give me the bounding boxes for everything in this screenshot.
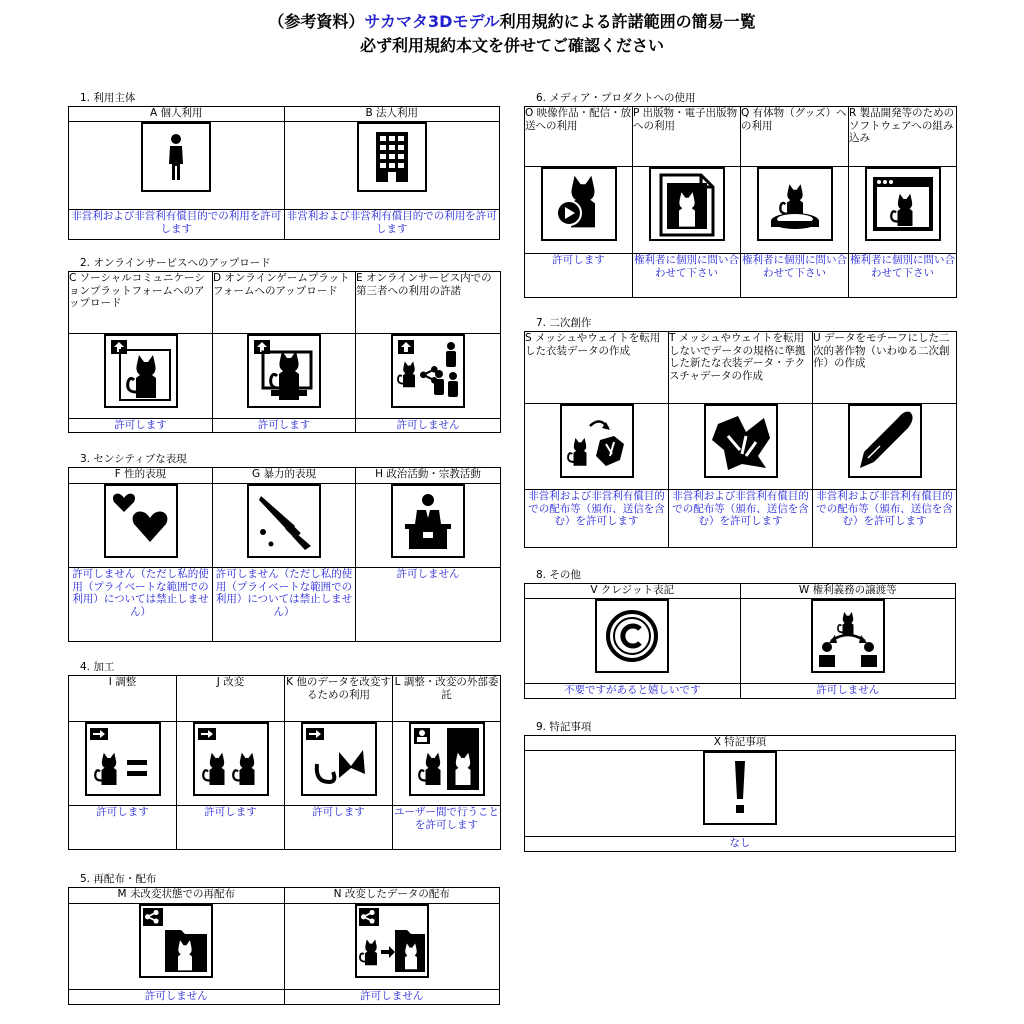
item-head-f: F 性的表現 bbox=[69, 468, 213, 484]
item-head-d: D オンラインゲームプラットフォームへのアップロード bbox=[213, 272, 356, 334]
permission-text: 許可しません bbox=[284, 990, 500, 1005]
item-icon-cell bbox=[633, 167, 741, 254]
section-title: 2. オンラインサービスへのアップロード bbox=[80, 257, 271, 269]
section-usage-subject bbox=[68, 91, 500, 240]
redistribute-icon bbox=[139, 904, 213, 978]
item-head-v: V クレジット表記 bbox=[525, 584, 741, 599]
person-icon bbox=[141, 122, 211, 192]
section-derivative-work bbox=[524, 316, 956, 548]
permission-text: 許可します bbox=[285, 806, 393, 850]
item-icon-cell bbox=[213, 334, 356, 419]
permission-text: 許可します bbox=[177, 806, 285, 850]
building-icon bbox=[357, 122, 427, 192]
knife-icon bbox=[247, 484, 321, 558]
item-icon-cell bbox=[213, 484, 356, 568]
item-icon-cell bbox=[284, 122, 500, 210]
item-icon-cell bbox=[284, 904, 500, 990]
permission-text: 許可します bbox=[69, 419, 213, 433]
item-icon-cell bbox=[69, 484, 213, 568]
section-sensitive-expression bbox=[68, 452, 500, 642]
item-head-e: E オンラインサービス内での第三者への利用の許諾 bbox=[356, 272, 501, 334]
item-head-i: I 調整 bbox=[69, 676, 177, 722]
item-head-r: R 製品開発等のためのソフトウェアへの組み込み bbox=[849, 107, 957, 167]
outsource-icon bbox=[409, 722, 485, 796]
permission-table bbox=[68, 106, 500, 240]
modify-other-icon bbox=[301, 722, 377, 796]
section-processing bbox=[68, 660, 500, 850]
pen-icon bbox=[848, 404, 922, 478]
item-icon-cell bbox=[356, 334, 501, 419]
permission-text: 許可します bbox=[213, 419, 356, 433]
item-icon-cell bbox=[177, 722, 285, 806]
item-head-j: J 改変 bbox=[177, 676, 285, 722]
section-title: 3. センシティブな表現 bbox=[80, 453, 187, 465]
section-redistribution bbox=[68, 872, 500, 1005]
permission-text: ユーザー間で行うことを許可します bbox=[393, 806, 501, 850]
item-icon-cell bbox=[741, 167, 849, 254]
item-head-q: Q 有体物（グッズ）への利用 bbox=[741, 107, 849, 167]
title-accent: サカマタ3Dモデル bbox=[364, 12, 500, 31]
item-head-g: G 暴力的表現 bbox=[213, 468, 356, 484]
item-head-n: N 改変したデータの配布 bbox=[284, 888, 500, 904]
publication-icon bbox=[649, 167, 725, 241]
permission-table bbox=[524, 331, 957, 548]
permission-table bbox=[68, 467, 501, 642]
section-title: 8. その他 bbox=[536, 569, 581, 581]
permission-text: 許可します bbox=[69, 806, 177, 850]
permission-text: 権利者に個別に問い合わせて下さい bbox=[849, 254, 957, 298]
permission-table bbox=[524, 735, 956, 852]
permission-text: 権利者に個別に問い合わせて下さい bbox=[741, 254, 849, 298]
permission-table bbox=[68, 887, 500, 1005]
upload-game-icon bbox=[247, 334, 321, 408]
item-head-u: U データをモチーフにした二次的著作物（いわゆる二次創作）の作成 bbox=[813, 332, 957, 404]
permission-text: 許可しません（ただし私的使用（プライベートな範囲での利用）については禁止しません） bbox=[213, 568, 356, 642]
permission-text: 許可しません（ただし私的使用（プライベートな範囲での利用）については禁止しません） bbox=[69, 568, 213, 642]
title-prefix: （参考資料） bbox=[268, 12, 365, 31]
permission-text: 非営利および非営利有償目的での利用を許可します bbox=[284, 210, 500, 240]
item-icon-cell bbox=[849, 167, 957, 254]
item-icon-cell bbox=[525, 751, 956, 837]
item-head-h: H 政治活動・宗教活動 bbox=[356, 468, 501, 484]
modify-icon bbox=[193, 722, 269, 796]
section-title: 7. 二次創作 bbox=[536, 317, 592, 329]
permission-table bbox=[68, 271, 501, 433]
item-icon-cell bbox=[525, 404, 669, 490]
item-head-o: O 映像作品・配信・放送への利用 bbox=[525, 107, 633, 167]
permission-text: 非営利および非営利有償目的での配布等（頒布、送信を含む）を許可します bbox=[525, 490, 669, 548]
exclamation-icon bbox=[703, 751, 777, 825]
permission-table bbox=[68, 675, 501, 850]
item-icon-cell bbox=[525, 599, 741, 684]
new-costume-icon bbox=[704, 404, 778, 478]
item-icon-cell bbox=[69, 904, 285, 990]
permission-text: 非営利および非営利有償目的での配布等（頒布、送信を含む）を許可します bbox=[813, 490, 957, 548]
permission-text: 権利者に個別に問い合わせて下さい bbox=[633, 254, 741, 298]
costume-icon bbox=[560, 404, 634, 478]
item-head-a: A 個人利用 bbox=[69, 107, 285, 122]
goods-icon bbox=[757, 167, 833, 241]
section-online-upload bbox=[68, 256, 500, 433]
permission-text: 非営利および非営利有償目的での利用を許可します bbox=[69, 210, 285, 240]
permission-text: 許可しません bbox=[740, 684, 956, 699]
section-title: 6. メディア・プロダクトへの使用 bbox=[536, 92, 696, 104]
item-head-b: B 法人利用 bbox=[284, 107, 500, 122]
item-icon-cell bbox=[69, 122, 285, 210]
software-icon bbox=[865, 167, 941, 241]
item-head-t: T メッシュやウェイトを転用しないでデータの規格に準拠した新たな衣装データ・テクスチャデータの作成 bbox=[669, 332, 813, 404]
item-icon-cell bbox=[69, 334, 213, 419]
distribute-modified-icon bbox=[355, 904, 429, 978]
permission-table bbox=[524, 583, 956, 699]
adjust-icon bbox=[85, 722, 161, 796]
section-media-product bbox=[524, 91, 956, 298]
section-title: 5. 再配布・配布 bbox=[80, 873, 157, 885]
copyright-icon bbox=[595, 599, 669, 673]
item-head-s: S メッシュやウェイトを転用した衣装データの作成 bbox=[525, 332, 669, 404]
item-icon-cell bbox=[393, 722, 501, 806]
item-head-k: K 他のデータを改変するための利用 bbox=[285, 676, 393, 722]
permission-text: 許可しません bbox=[356, 419, 501, 433]
upload-social-icon bbox=[104, 334, 178, 408]
permission-table bbox=[524, 106, 957, 298]
permission-text: 許可しません bbox=[356, 568, 501, 642]
item-icon-cell bbox=[740, 599, 956, 684]
permission-text: 許可しません bbox=[69, 990, 285, 1005]
permission-text: 許可します bbox=[525, 254, 633, 298]
video-icon bbox=[541, 167, 617, 241]
title-suffix: 利用規約による許諾範囲の簡易一覧 bbox=[499, 12, 756, 31]
item-head-m: M 未改変状態での再配布 bbox=[69, 888, 285, 904]
transfer-icon bbox=[811, 599, 885, 673]
item-head-c: C ソーシャルコミュニケーションプラットフォームへのアップロード bbox=[69, 272, 213, 334]
section-title: 9. 特記事項 bbox=[536, 721, 592, 733]
section-special-notes bbox=[524, 720, 956, 852]
item-head-l: L 調整・改変の外部委託 bbox=[393, 676, 501, 722]
permission-text: 不要ですがあると嬉しいです bbox=[525, 684, 741, 699]
section-title: 4. 加工 bbox=[80, 661, 115, 673]
section-title: 1. 利用主体 bbox=[80, 92, 136, 104]
item-icon-cell bbox=[669, 404, 813, 490]
item-head-x: X 特記事項 bbox=[525, 736, 956, 751]
permission-text: なし bbox=[525, 837, 956, 852]
item-icon-cell bbox=[525, 167, 633, 254]
podium-icon bbox=[391, 484, 465, 558]
item-icon-cell bbox=[813, 404, 957, 490]
item-icon-cell bbox=[285, 722, 393, 806]
title-line-2: 必ず利用規約本文を併せてご確認ください bbox=[359, 36, 664, 55]
share-third-party-icon bbox=[391, 334, 465, 408]
title-line-1 bbox=[0, 10, 1024, 34]
item-head-p: P 出版物・電子出版物への利用 bbox=[633, 107, 741, 167]
hearts-icon bbox=[104, 484, 178, 558]
item-head-w: W 権利義務の譲渡等 bbox=[740, 584, 956, 599]
permission-text: 非営利および非営利有償目的での配布等（頒布、送信を含む）を許可します bbox=[669, 490, 813, 548]
section-other bbox=[524, 568, 956, 699]
item-icon-cell bbox=[356, 484, 501, 568]
page-title bbox=[0, 10, 1024, 58]
item-icon-cell bbox=[69, 722, 177, 806]
